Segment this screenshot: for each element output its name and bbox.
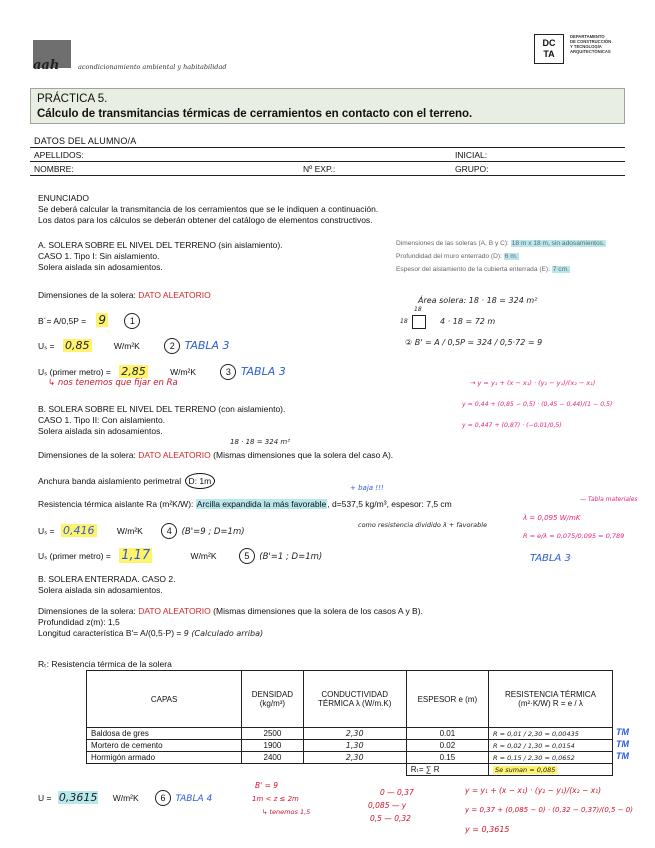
section-b2-dimensiones: Dimensiones de la solera: DATO ALEATORIO (Mismas dimensiones que la solera de los casos A y B).: [38, 606, 423, 616]
interp-formula: y = y₁ + (x − x₁) · (y₂ − y₁)/(x₂ − x₁): [465, 786, 602, 795]
us1-value-a: 2,85: [121, 365, 146, 378]
hand-lambda: λ = 0,095 W/mK: [523, 514, 581, 522]
longitud-row: Longitud característica B'= A/(0,5·P) = 9 (Calculado arriba): [38, 628, 264, 638]
hand-r-calc: R = e/λ = 0,075/0,095 = 0,789: [523, 532, 625, 540]
enunciado-line2: Los datos para los cálculos se deberán obtener del catálogo de elementos constructivos.: [38, 215, 373, 225]
hand-area-b: 18 · 18 = 324 m²: [230, 438, 291, 446]
grupo-label: GRUPO:: [455, 164, 489, 174]
note-espesor: Espesor del aislamiento de la cubierta enterrada (E): 7 cm.: [396, 266, 569, 273]
ra-material: Arcilla expandida la más favorable: [196, 499, 327, 509]
section-b2-title: B. SOLERA ENTERRADA. CASO 2.: [38, 574, 176, 584]
divider: [30, 175, 625, 176]
hand-perimetro: 4 · 18 = 72 m: [440, 317, 496, 326]
interp-row: 0,085 — y: [368, 801, 407, 810]
resistencia-table: [86, 670, 613, 776]
us-row-a: Uₛ = 0,85 W/m²K 2 TABLA 3: [38, 339, 230, 352]
hand-interp-2: y = 0,44 + (0,85 − 0,5) · (0,45 − 0,44)/(1 − 0,5): [462, 401, 613, 408]
banda-value: D: 1m: [185, 473, 216, 489]
section-a-caso: CASO 1. Tipo I: Sin aislamiento.: [38, 251, 160, 261]
tm-mark: TM: [616, 751, 629, 761]
exp-label: Nº EXP.:: [303, 164, 336, 174]
interp-row: 0,5 — 0,32: [370, 814, 411, 823]
hand-tabla-materiales: — Tabla materiales: [580, 496, 638, 503]
enunciado-line1: Se deberá calcular la transmitancia de los cerramientos que se le indiquen a continuación.: [38, 204, 379, 214]
table-row: Mortero de cemento 1900 1,30 0.02 R = 0,02 / 1,30 = 0,0154: [87, 740, 613, 752]
nombre-label: NOMBRE:: [34, 164, 74, 174]
section-b-caso: CASO 1. Tipo II: Con aislamiento.: [38, 415, 166, 425]
apellidos-label: APELLIDOS:: [34, 150, 84, 160]
th-conductividad: CONDUCTIVIDAD TÉRMICA λ (W/m.K): [303, 671, 406, 728]
step-4-circle: 4: [161, 523, 177, 539]
table-row: Baldosa de gres 2500 2,30 0.01 R = 0,01 / 2,30 = 0,00435: [87, 728, 613, 740]
step-2-circle: 2: [164, 338, 180, 354]
hand-mas-baja: + baja !!!: [350, 484, 384, 492]
section-a-dimensiones: Dimensiones de la solera: DATO ALEATORIO: [38, 290, 211, 300]
b-prime-row: B´= A/0,5P = 9 1: [38, 313, 140, 329]
dcta-logo: DC TA: [534, 34, 564, 64]
practica-banner: [30, 88, 625, 124]
section-b-tipo: Solera aislada sin adosamientos.: [38, 426, 163, 436]
hand-b-final: B' = 9: [255, 781, 279, 790]
interp-result: y = 0,3615: [465, 825, 510, 834]
note-profundidad: Profundidad del muro enterrado (D): 6 m.: [396, 253, 518, 260]
practica-title: Cálculo de transmitancias térmicas de cerramientos en contacto con el terreno.: [37, 108, 473, 120]
logo-tagline: acondicionamiento ambiental y habitabilidad: [78, 63, 227, 71]
section-a-title: A. SOLERA SOBRE EL NIVEL DEL TERRENO (sin aislamiento).: [38, 240, 283, 250]
section-a-tipo: Solera aislada sin adosamientos.: [38, 262, 163, 272]
us1-row-b: Uₛ (primer metro) = 1,17 W/m²K 5 (B'=1 ; D=1m): [38, 548, 323, 563]
note-dimensiones: Dimensiones de las soleras (A, B y C): 18 m x 18 m, sin adosamientos.: [396, 240, 605, 247]
hand-interp-3: y = 0,447 + (0,87) · (−0,01/0,5): [462, 422, 562, 429]
us1-value-b: 1,17: [121, 548, 151, 563]
b-prime-value: 9: [98, 313, 107, 327]
u-final-row: U = 0,3615 W/m²K 6 TABLA 4: [38, 791, 213, 804]
hand-range: 1m < z ≤ 2m: [252, 795, 299, 803]
ra-row: Resistencia térmica aislante Ra (m²K/W): Arcilla expandida la más favorable, d=537,5 kg/m³, espesor: 7,5 cm: [38, 499, 452, 509]
inicial-label: INICIAL:: [455, 150, 488, 160]
practica-number: PRÁCTICA 5.: [37, 93, 108, 105]
section-b-dimensiones: Dimensiones de la solera: DATO ALEATORIO (Mismas dimensiones que la solera del caso A).: [38, 450, 394, 460]
dept-text: DEPARTAMENTO DE CONSTRUCCIÓN Y TECNOLOGÍA ARQUITECTÓNICAS: [570, 34, 612, 54]
banda-row: Anchura banda aislamiento perimetral D: 1m: [38, 476, 215, 487]
table-caption: Rₜ: Resistencia térmica de la solera: [38, 659, 172, 669]
interp-row: 0 — 0,37: [380, 788, 414, 797]
th-espesor: ESPESOR e (m): [406, 671, 488, 728]
hand-ra-note: como resistencia dividido λ + favorable: [358, 521, 488, 529]
tm-mark: TM: [616, 727, 629, 737]
square-sketch: [412, 315, 426, 329]
us1-row-a: Uₛ (primer metro) = 2,85 W/m²K 3 TABLA 3: [38, 365, 286, 378]
table-total-row: Rₜ= ∑ R Se suman = 0,085: [87, 764, 613, 776]
divider: [30, 147, 625, 148]
profundidad-row: Profundidad z(m): 1,5: [38, 617, 120, 627]
step-3-circle: 3: [220, 364, 236, 380]
tm-mark: TM: [616, 739, 629, 749]
us-value-a: 0,85: [65, 339, 90, 352]
th-capas: CAPAS: [87, 671, 242, 728]
note-ra: ↳ nos tenemos que fijar en Ra: [48, 378, 178, 388]
us-value-b: 0,416: [63, 524, 95, 537]
section-b2-tipo: Solera aislada sin adosamientos.: [38, 585, 163, 595]
aah-logo: aah: [33, 58, 60, 73]
hand-tabla3-b: TABLA 3: [530, 553, 571, 564]
table-row: Hormigón armado 2400 2,30 0.15 R = 0,15 / 2,30 = 0,0652: [87, 752, 613, 764]
u-final-value: 0,3615: [58, 791, 98, 804]
hand-interp-1: → y = y₁ + (x − x₁) · (y₂ − y₁)/(x₂ − x₁): [470, 379, 596, 387]
th-resistencia: RESISTENCIA TÉRMICA (m²·K/W) R = e / λ: [489, 671, 613, 728]
divider: [30, 161, 625, 162]
step-5-circle: 5: [239, 548, 255, 564]
hand-area: Área solera: 18 · 18 = 324 m²: [418, 296, 538, 305]
step-6-circle: 6: [155, 790, 171, 806]
interp-formula: y = 0,37 + (0,085 − 0) · (0,32 − 0,37)/(0,5 − 0): [465, 806, 633, 814]
hand-tenemos: ↳ tenemos 1,5: [262, 808, 311, 816]
enunciado-title: ENUNCIADO: [38, 193, 90, 203]
us-row-b: Uₛ = 0,416 W/m²K 4 (B'=9 ; D=1m): [38, 524, 245, 537]
step-1-circle: 1: [124, 313, 140, 329]
th-densidad: DENSIDAD (kg/m³): [242, 671, 303, 728]
hand-b-formula: ② B' = A / 0,5P = 324 / 0,5·72 = 9: [405, 338, 543, 347]
section-b-title: B. SOLERA SOBRE EL NIVEL DEL TERRENO (con aislamiento).: [38, 404, 286, 414]
datos-alumno-title: DATOS DEL ALUMNO/A: [34, 136, 137, 146]
